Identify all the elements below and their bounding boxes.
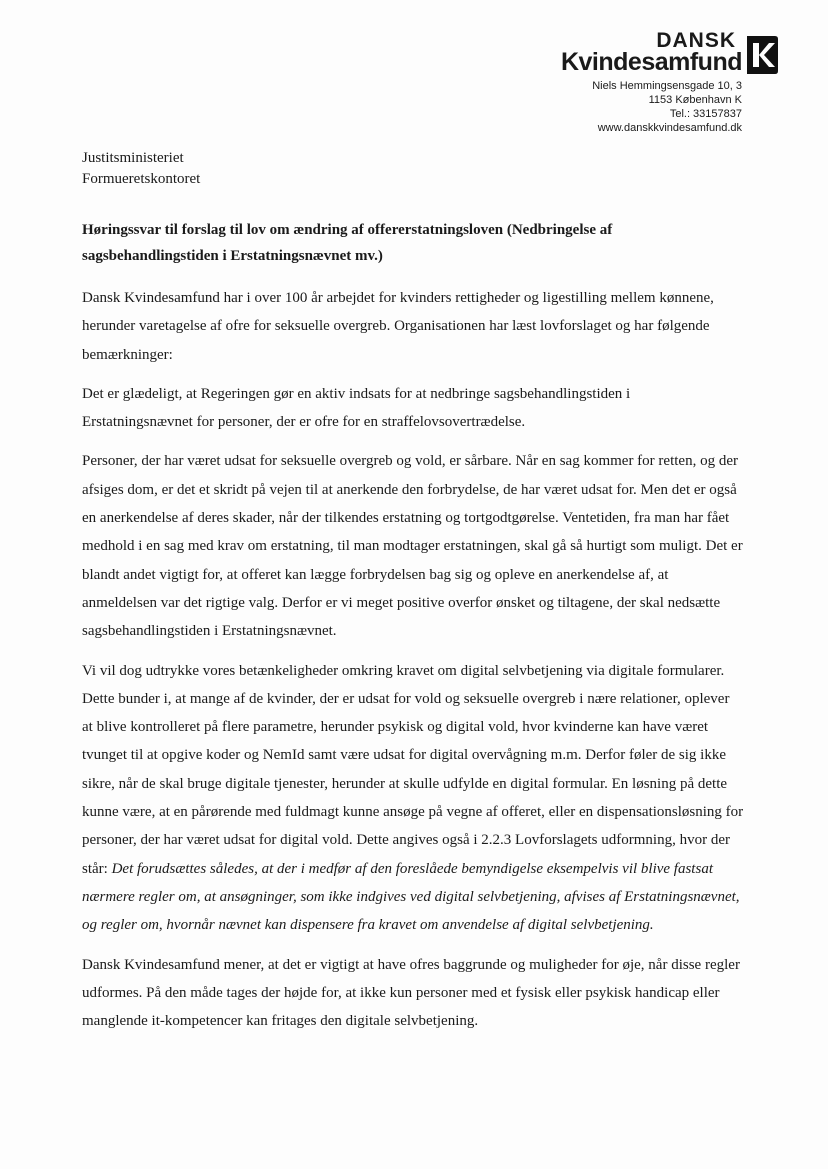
law-quote: Det forudsættes således, at der i medfør af den foreslåede bemyndigelse eksempelvis vil blive fastsat nærmere regler om, at ansøgninger, som ikke indgives ved digital selvbetjening, afvises af Erstatningsnævnet, og regler om, hvornår nævnet kan dispensere fra kravet om anvendelse af digital selvbetjening.: [82, 860, 740, 934]
paragraph-conclusion: Dansk Kvindesamfund mener, at det er vigtigt at have ofres baggrunde og muligheder for øje, når disse regler udformes. På den måde tages der højde for, at ikke kun personer med et fysisk eller psykisk handicap eller manglende it-kompetencer kan fritages den digitale selvbetjening.: [82, 956, 740, 1030]
address-city: 1153 København K: [648, 94, 742, 106]
address-street: Niels Hemmingsensgade 10, 3: [592, 80, 742, 92]
phone-number: Tel.: 33157837: [669, 108, 742, 120]
letter-body: [82, 284, 744, 1046]
website-url: www.danskkvindesamfund.dk: [597, 122, 742, 134]
paragraph-concerns: [82, 657, 744, 940]
recipient-block: [82, 148, 200, 190]
letterhead: [480, 30, 780, 135]
paragraph-victims: Personer, der har været udsat for seksuelle overgreb og vold, er sårbare. Når en sag kommer for retten, og der afsiges dom, er det et skridt på vejen til at anerkende den forbrydelse, de har været udsat for. Men det er også en anerkendelse af deres skader, når der tilkendes erstatning og tortgodtgørelse. Ventetiden, fra man har fået medhold i en sag med krav om erstatning, til man modtager erstatningen, skal gå så hurtigt som muligt. Det er blandt andet vigtigt for, at offeret kan lægge forbrydelsen bag sig og opleve en anerkendelse af, at anmeldelsen var det rigtige valg. Derfor er vi meget positive overfor ønsket og tiltagene, der skal nedsætte sagsbehandlingstiden i Erstatningsnævnet.: [82, 453, 743, 640]
logo-text-main: Kvindesamfund: [560, 48, 742, 76]
recipient-ministry: Justitsministeriet: [82, 150, 184, 166]
logo-k-icon: [744, 34, 780, 76]
recipient-office: Formueretskontoret: [82, 171, 201, 187]
logo-text-top: DANSK: [656, 29, 736, 52]
paragraph-welcome: Det er glædeligt, at Regeringen gør en aktiv indsats for at nedbringe sagsbehandlingstiden i Erstatningsnævnet for personer, der er ofre for en straffelovsovertrædelse.: [82, 385, 631, 431]
concerns-text: Vi vil dog udtrykke vores betænkeligheder omkring kravet om digital selvbetjening via digitale formularer. Dette bunder i, at mange af de kvinder, der er udsat for vold og seksuelle overgreb i nære relationer, oplever at blive kontrolleret på flere parametre, herunder psykisk og digital vold, hvor kvinderne kan have været tvunget til at opgive koder og NemId samt være udsat for digital overvågning m.m. Derfor føler de sig ikke sikre, når de skal bruge digitale tjenester, herunder at skulle udfylde en digital formular. En løsning på dette kunne være, at en pårørende med fuldmagt kunne ansøge på vegne af offeret, eller en dispensationsløsning for personer, der har været udsat for digital vold. Dette angives også i 2.2.3 Lovforslagets udformning, hvor der står:: [82, 662, 744, 877]
subject-heading: Høringssvar til forslag til lov om ændring af offererstatningsloven (Nedbringelse af sagsbehandlingstiden i Erstatningsnævnet mv.): [82, 222, 613, 264]
paragraph-intro: Dansk Kvindesamfund har i over 100 år arbejdet for kvinders rettigheder og ligestilling mellem kønnene, herunder varetagelse af ofre for seksuelle overgreb. Organisationen har læst lovforslaget og har følgende bemærkninger:: [82, 290, 714, 363]
organization-logo: [480, 30, 780, 76]
contact-info: [480, 79, 742, 135]
